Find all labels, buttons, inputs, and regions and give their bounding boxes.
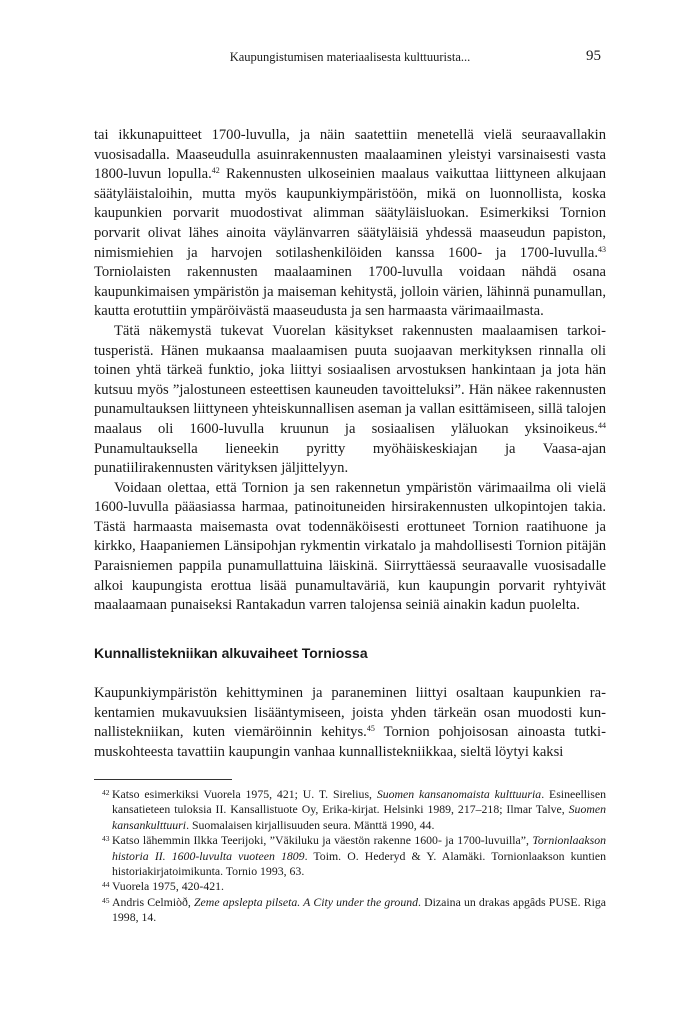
section-heading: Kunnallistekniikan alkuvaiheet Torniossa [94,645,368,661]
footnote-ref: 45 [366,724,375,734]
footnote [94,787,606,833]
text-run: Tätä näkemystä tukevat Vuorelan käsitykset rakennusten maalaamisen tarkoitusperistä. Hänen mukaansa maalaamisen puuta suojaavan merkityksen rinnalla oli toinen yhtä tärkeä funktio, joka liittyi sosiaalisen arvostuksen hankintaan ja jota hän kutsuu myös ”jalostuneen esteettisen kauneuden tavoitteluksi”. Hän näkee rakennusten punamultauksen liittyneen yhteiskunnallisen aseman ja vallan esittämiseen, sillä talojen maalaus oli 1600-luvulla kruunun ja sosiaalisen yläluokan yksinoikeus. [94,322,606,437]
footnote [94,895,606,926]
footnote-divider [94,779,232,780]
text-run: Punamultauksella lieneekin pyritty myöhäiskeskiajan ja Vaasa-ajan punatiilirakennusten värityksen jäljittelyyn. [94,440,606,477]
footnote-number: 42 [102,788,110,797]
footnote [94,879,606,894]
running-head: Kaupungistumisen materiaalisesta kulttuurista... [229,50,471,64]
text-run: Kaupunkiympäristön kehittyminen ja paraneminen liittyi osaltaan kaupunkien rakentamien mukavuuksien lisääntymiseen, joista yhden tärkeän osan muodosti kunnallistekniikan, kuten viemäröinnin kehitys. [94,685,606,741]
footnotes [94,787,606,926]
text-run: Vuorela 1975, 420-421. [112,879,224,894]
paragraph [94,479,606,616]
text-run: Tornion pohjoisosan ainoasta tutkimuskohteesta tavattiin kaupungin vanhaa kunnallistekniikkaa, sieltä löytyi kaksi [94,724,606,760]
paragraph [94,322,606,479]
text-run: tai ikkunapuitteet 1700-luvulla, ja näin saatettiin menetellä vielä seuraavallakin vuosisadalla. Maaseudulla asuinrakennusten maalaaminen yleistyi varsinaisesti vasta 1800-luvun lopulla. [94,127,606,183]
italic-title: Zeme apslepta pilseta. A City under the ground [194,894,419,909]
italic-title: Tornionlaakson historia II. 1600-luvulta vuoteen 1809 [112,833,606,863]
italic-title: Suomen kansanomaista kulttuuria [376,787,542,801]
paragraph [94,126,606,322]
paragraph [94,684,606,762]
footnote-number: 43 [102,834,110,844]
text-run: Rakennusten ulkoseinien maalaus vaikuttaa liittyneen alkujaan säätyläistaloihin, mutta myös kaupunkiympäristöön, mikä on luonnollista, koska kaupunkien porvarit muodostivat alimman säätyläisluokan. Esimerkiksi Tornion porvarit olivat lähes ainoita väylänvarren säätyläisiä yhdessä maaseudun papiston, nimismiehien ja harvojen sotilashenkilöiden kanssa 1600- ja 1700-luvulla. [94,166,606,261]
text-run: Torniolaisten rakennusten maalaaminen 1700-luvulla voidaan nähdä osana kaupunkimaisen ympäristön ja maiseman kehitystä, jolloin värien, lähinnä punamullan, kautta erotuttiin ympäröivästä maaseudusta ja sen harmaasta värimaailmasta. [94,264,606,320]
footnote-ref: 42 [211,166,220,176]
section-body-text [94,684,606,762]
text-run: . Dizaina un drakas apgâds PUSE. Riga 1998, 14. [112,894,606,925]
text-run: Voidaan olettaa, että Tornion ja sen rakennetun ympäristön värimaailma oli vielä 1600-luvulla pääasiassa harmaa, patinoituneiden hirsirakennusten ulkopintojen takia. Tästä harmaasta maisemasta ovat todennäköisesti erottuneet Tornion raatihuone ja kirkko, Haapaniemen Länsipohjan rykmentin virkatalo ja mahdollisesti Tornion pitäjän Paraisniemen pappila punamullattuina läiskinä. Siirryttäessä seuraavalle vuosisadalle alkoi kaupungista erottua lisää punamultaväriä, kun kaupungin porvarit ryhtyivät maalaamaan punaiseksi Rantakadun varren talojensa seiniä ainakin kadun puolelta. [94,479,606,614]
text-run: . Toim. O. Hederyd & Y. Alamäki. Tornionlaakson kuntien historiakirjatoimikunta. Tornio 1993, 63. [112,848,607,879]
italic-title: Suomen kansankulttuuri [112,802,606,832]
text-run: Katso lähemmin Ilkka Teerijoki, ”Väkiluku ja väestön rakenne 1600- ja 1700-luvuilla”, [112,833,533,848]
footnote-number: 45 [102,895,110,905]
text-run: . Esineellisen kansatieteen tuloksia II. Kansallistuote Oy, Erika-kirjat. Helsinki 1989, 217–218; Ilmar Talve, [112,787,607,817]
footnote-ref: 43 [598,244,606,254]
page-number: 95 [586,48,601,64]
text-run: Katso esimerkiksi Vuorela 1975, 421; U. T. Sirelius, [112,787,377,801]
footnote-ref: 44 [598,420,606,430]
text-run: Andris Celmiòð, [112,894,194,909]
main-body-text [94,126,606,616]
footnote [94,833,606,879]
footnote-number: 44 [102,880,110,890]
text-run: . Suomalaisen kirjallisuuden seura. Mänttä 1990, 44. [186,817,435,832]
